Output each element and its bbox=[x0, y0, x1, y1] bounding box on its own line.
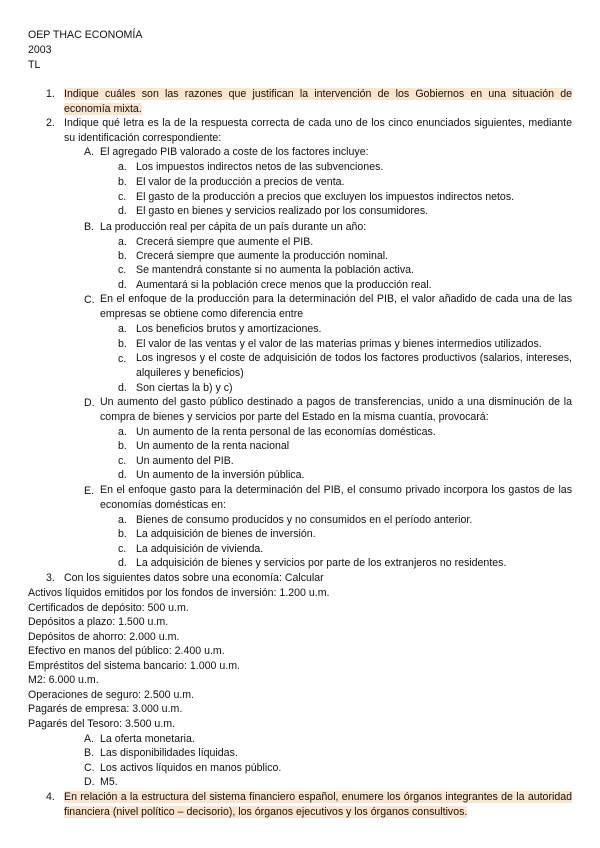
option-text: Aumentará si la población crece menos que la producción real. bbox=[136, 279, 432, 291]
q3-option-text: Las disponibilidades líquidas. bbox=[100, 747, 238, 759]
header-title: OEP THAC ECONOMÍA bbox=[28, 29, 143, 41]
data-line: Depósitos de ahorro: 2.000 u.m. bbox=[28, 631, 180, 643]
data-line: Pagarés del Tesoro: 3.500 u.m. bbox=[28, 718, 176, 730]
q3-option-text: La oferta monetaria. bbox=[100, 733, 195, 745]
option-text: Crecerá siempre que aumente la producción nominal. bbox=[136, 250, 389, 262]
option-text: Un aumento de la renta personal de las economías domésticas. bbox=[136, 426, 436, 438]
q3-number: 3. bbox=[46, 572, 55, 584]
option-letter: c. bbox=[118, 191, 127, 203]
option-letter: b. bbox=[118, 440, 127, 452]
option-text: Bienes de consumo producidos y no consumidos en el período anterior. bbox=[136, 514, 473, 526]
q3-option-text: M5. bbox=[100, 776, 118, 788]
data-line: Pagarés de empresa: 3.000 u.m. bbox=[28, 703, 183, 715]
option-text: Los impuestos indirectos netos de las subvenciones. bbox=[136, 161, 384, 173]
header-initials: TL bbox=[28, 59, 41, 71]
option-letter: c. bbox=[118, 264, 127, 276]
data-line: Depósitos a plazo: 1.500 u.m. bbox=[28, 616, 169, 628]
data-line: Efectivo en manos del público: 2.400 u.m. bbox=[28, 645, 225, 657]
q3-option-letter: C. bbox=[84, 762, 95, 774]
q3-option-letter: D. bbox=[84, 776, 95, 788]
option-letter: c. bbox=[118, 543, 127, 555]
option-letter: c. bbox=[118, 455, 127, 467]
option-text: Crecerá siempre que aumente el PIB. bbox=[136, 236, 314, 248]
header-year: 2003 bbox=[28, 44, 52, 56]
option-letter: b. bbox=[118, 528, 127, 540]
option-text: Un aumento del PIB. bbox=[136, 455, 234, 467]
option-text: Son ciertas la b) y c) bbox=[136, 382, 233, 394]
q2-part-b-text: La producción real per cápita de un país durante un año: bbox=[100, 221, 367, 233]
option-letter: a. bbox=[118, 514, 127, 526]
option-letter: d. bbox=[118, 279, 127, 291]
q2-number: 2. bbox=[46, 117, 55, 129]
q4-number: 4. bbox=[46, 791, 55, 803]
data-line: Certificados de depósito: 500 u.m. bbox=[28, 602, 189, 614]
data-line: Activos líquidos emitidos por los fondos de inversión: 1.200 u.m. bbox=[28, 587, 330, 599]
option-text: Los ingresos y el coste de adquisición de todos los factores productivos (salarios, intereses, alquileres y beneficios) bbox=[136, 352, 572, 379]
q2-text: Indique qué letra es la de la respuesta correcta de cada uno de los cinco enunciados siguientes, mediante su identificación correspondiente: bbox=[64, 117, 572, 144]
q4-text: En relación a la estructura del sistema financiero español, enumere los órganos integrantes de la autoridad financiera (nivel político – decisorio), los órganos ejecutivos y los órganos consultivos. bbox=[64, 791, 572, 818]
data-line: Operaciones de seguro: 2.500 u.m. bbox=[28, 689, 195, 701]
option-text: La adquisición de vivienda. bbox=[136, 543, 264, 555]
q2-part-e-text: En el enfoque gasto para la determinación del PIB, el consumo privado incorpora los gastos de las economías domésticas en: bbox=[100, 484, 572, 511]
q1-text: Indique cuáles son las razones que justifican la intervención de los Gobiernos en una situación de economía mixta. bbox=[64, 88, 572, 115]
data-line: Empréstitos del sistema bancario: 1.000 u.m. bbox=[28, 660, 240, 672]
option-text: El gasto en bienes y servicios realizado por los consumidores. bbox=[136, 205, 429, 217]
data-line: M2: 6.000 u.m. bbox=[28, 674, 99, 686]
option-letter: a. bbox=[118, 236, 127, 248]
option-letter: a. bbox=[118, 161, 127, 173]
q3-text: Con los siguientes datos sobre una economía: Calcular bbox=[64, 572, 324, 584]
option-text: Se mantendrá constante si no aumenta la población activa. bbox=[136, 264, 414, 276]
option-letter: a. bbox=[118, 323, 127, 335]
q2-part-b-letter: B. bbox=[84, 221, 95, 233]
option-text: El valor de las ventas y el valor de las materias primas y bienes intermedios utilizados. bbox=[136, 338, 542, 350]
q2-part-c-text: En el enfoque de la producción para la determinación del PIB, el valor añadido de cada una de las empresas se obtiene como diferencia entre bbox=[100, 293, 572, 320]
q2-part-d-text: Un aumento del gasto público destinado a pagos de transferencias, unido a una disminución de la compra de bienes y servicios por parte del Estado en la misma cuantía, provocará: bbox=[100, 396, 572, 423]
option-text: El valor de la producción a precios de venta. bbox=[136, 176, 345, 188]
option-letter: d. bbox=[118, 205, 127, 217]
q2-part-d-letter: D. bbox=[84, 397, 95, 409]
q2-part-a-letter: A. bbox=[84, 146, 95, 158]
option-letter: d. bbox=[118, 382, 127, 394]
option-text: Los beneficios brutos y amortizaciones. bbox=[136, 323, 322, 335]
q3-option-text: Los activos líquidos en manos público. bbox=[100, 762, 282, 774]
option-letter: d. bbox=[118, 469, 127, 481]
option-text: La adquisición de bienes y servicios por parte de los extranjeros no residentes. bbox=[136, 557, 507, 569]
q3-option-letter: B. bbox=[84, 747, 95, 759]
option-letter: c. bbox=[118, 353, 127, 365]
option-letter: b. bbox=[118, 176, 127, 188]
option-letter: a. bbox=[118, 426, 127, 438]
option-letter: d. bbox=[118, 557, 127, 569]
option-text: La adquisición de bienes de inversión. bbox=[136, 528, 316, 540]
q2-part-a-text: El agregado PIB valorado a coste de los factores incluye: bbox=[100, 146, 369, 158]
q3-option-letter: A. bbox=[84, 733, 95, 745]
option-letter: b. bbox=[118, 338, 127, 350]
q2-part-e-letter: E. bbox=[84, 485, 95, 497]
option-text: Un aumento de la inversión pública. bbox=[136, 469, 305, 481]
q2-part-c-letter: C. bbox=[84, 294, 95, 306]
option-letter: b. bbox=[118, 250, 127, 262]
option-text: El gasto de la producción a precios que excluyen los impuestos indirectos netos. bbox=[136, 191, 515, 203]
q1-number: 1. bbox=[46, 88, 55, 100]
option-text: Un aumento de la renta nacional bbox=[136, 440, 290, 452]
